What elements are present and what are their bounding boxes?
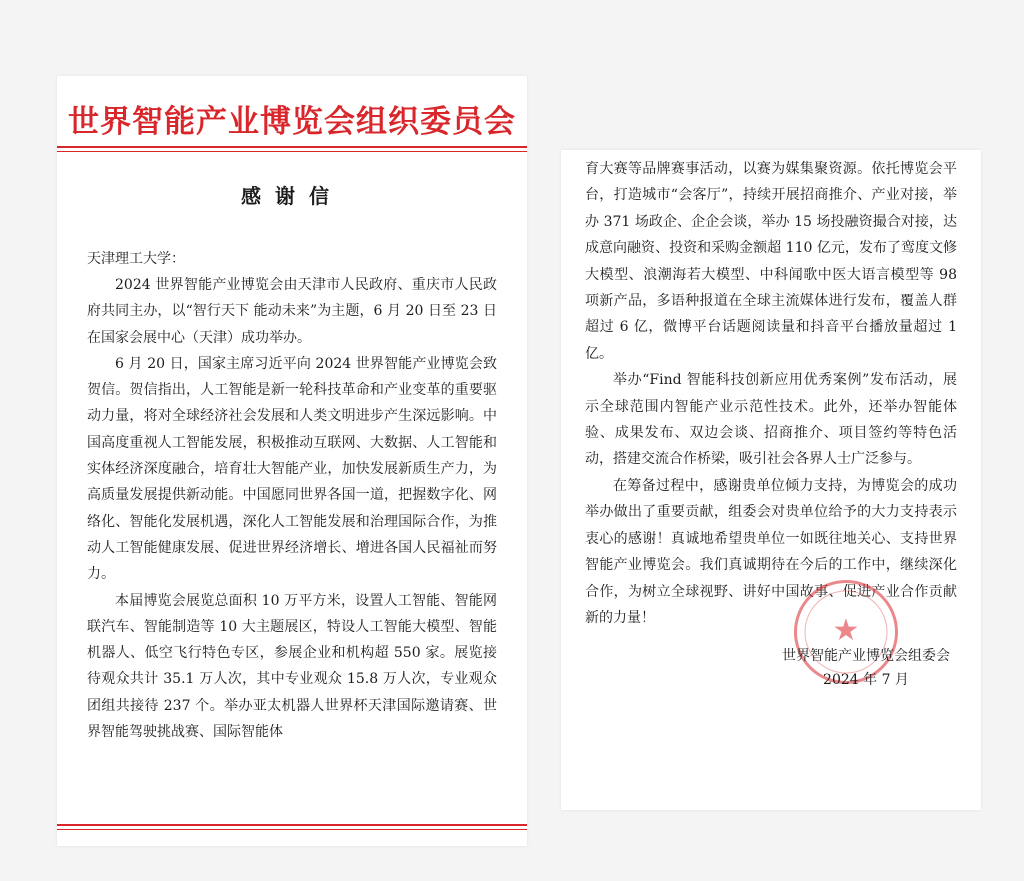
letter-body-right — [585, 156, 957, 631]
signature-date: 2024 年 7 月 — [823, 672, 909, 688]
paragraph-find-cases: 举办“Find 智能科技创新应用优秀案例”发布活动，展示全球范围内智能产业示范性技术。此外，还举办智能体验、成果发布、双边会谈、招商推介、项目签约等特色活动，搭建交流合作桥梁，吸引社会各界人士广泛参与。 — [585, 372, 957, 468]
letter-salutation: 天津理工大学： — [87, 251, 185, 267]
letter-body-left — [87, 272, 497, 745]
letterhead-rule-top — [57, 146, 527, 148]
paragraph-events-continued: 育大赛等品牌赛事活动，以赛为媒集聚资源。依托博览会平台，打造城市“会客厅”，持续开展招商推介、产业对接，举办 371 场政企、企企会谈，举办 15 场投融资撮合对接，达成意向融资、投资和采购金额超 110 亿元，发布了鸾度文修大模型、浪潮海若大模型、中科闻歌中医大语言模型等 98 项新产品，多语种报道在全球主流媒体进行发布，覆盖人群超过 6 亿，微博平台话题阅读量和抖音平台播放量超过 1 亿。 — [585, 161, 957, 362]
letter-title: 感谢信 — [241, 184, 343, 208]
footer-rule-top — [57, 824, 527, 826]
signature-organization: 世界智能产业博览会组委会 — [782, 648, 950, 664]
paragraph-exhibition-stats: 本届博览会展览总面积 10 万平方米，设置人工智能、智能网联汽车、智能制造等 10 大主题展区，特设人工智能大模型、智能机器人、低空飞行特色专区，参展企业和机构超 550 家。展览接待观众共计 35.1 万人次，其中专业观众 15.8 万人次，专业观众团组共接待 237 个。举办亚太机器人世界杯天津国际邀请赛、世界智能驾驶挑战赛、国际智能体 — [87, 592, 497, 741]
footer-rule-bottom — [57, 829, 527, 830]
paragraph-thanks: 在筹备过程中，感谢贵单位倾力支持，为博览会的成功举办做出了重要贡献，组委会对贵单位给予的大力支持表示衷心的感谢！真诚地希望贵单位一如既往地关心、支持世界智能产业博览会。我们真诚期待在今后的工作中，继续深化合作，为树立全球视野、讲好中国故事、促进产业合作贡献新的力量！ — [585, 477, 957, 626]
paragraph-congratulatory-letter: 6 月 20 日，国家主席习近平向 2024 世界智能产业博览会致贺信。贺信指出，人工智能是新一轮科技革命和产业变革的重要驱动力量，将对全球经济社会发展和人类文明进步产生深远影响。中国高度重视人工智能发展，积极推动互联网、大数据、人工智能和实体经济深度融合，培育壮大智能产业，加快发展新质生产力，为高质量发展提供新动能。中国愿同世界各国一道，把握数字化、网络化、智能化发展机遇，深化人工智能发展和治理国际合作，为推动人工智能健康发展、促进世界经济增长、增进各国人民福祉而努力。 — [87, 355, 497, 583]
letterhead-title: 世界智能产业博览会组织委员会 — [68, 104, 516, 140]
paragraph-intro: 2024 世界智能产业博览会由天津市人民政府、重庆市人民政府共同主办，以“智行天下 能动未来”为主题，6 月 20 日至 23 日在国家会展中心（天津）成功举办。 — [87, 277, 497, 346]
letter-page-left — [57, 76, 527, 846]
letter-signature — [781, 644, 951, 692]
seal-star-icon: ★ — [832, 613, 860, 648]
letter-page-right — [561, 150, 981, 810]
letterhead-rule-bottom — [57, 151, 527, 152]
